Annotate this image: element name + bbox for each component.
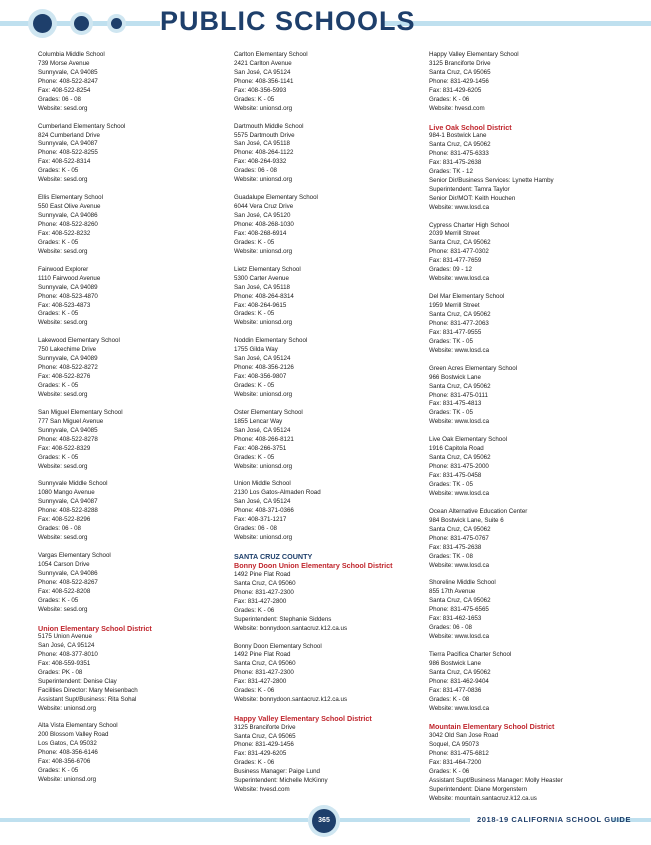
website-line: Website: bonnydoon.santacruz.k12.ca.us bbox=[234, 696, 348, 704]
entry-line: 6044 Vera Cruz Drive bbox=[234, 203, 294, 211]
entry-line: Sunnyvale, CA 94085 bbox=[38, 426, 98, 434]
entry-line: Assistant Supt/Business: Rita Sohal bbox=[38, 695, 137, 703]
entry-line: Los Gatos, CA 95032 bbox=[38, 740, 97, 748]
grades-line: Grades: K - 05 bbox=[234, 382, 275, 390]
entry-line: Superintendent: Tamra Taylor bbox=[429, 185, 510, 193]
school-entry bbox=[234, 409, 414, 472]
phone-line: Phone: 408-356-1141 bbox=[234, 77, 294, 85]
grades-line: Grades: K - 06 bbox=[429, 767, 470, 775]
grades-line: Grades: K - 05 bbox=[234, 310, 275, 318]
school-entry bbox=[429, 436, 609, 499]
school-name: Ellis Elementary School bbox=[38, 194, 103, 202]
entry-line: Sunnyvale, CA 94089 bbox=[38, 283, 98, 291]
guide-title: 2018-19 CALIFORNIA SCHOOL GUIDE bbox=[477, 815, 632, 824]
fax-line: Fax: 831-477-9555 bbox=[429, 328, 482, 336]
header-dot-3 bbox=[111, 18, 122, 29]
entry-line: Sunnyvale, CA 94086 bbox=[38, 569, 98, 577]
website-line: Website: hvesd.com bbox=[429, 104, 485, 112]
school-name: Live Oak Elementary School bbox=[429, 436, 508, 444]
grades-line: Grades: K - 05 bbox=[38, 767, 79, 775]
page-title: PUBLIC SCHOOLS bbox=[160, 6, 416, 36]
phone-line: Phone: 408-522-8278 bbox=[38, 435, 98, 443]
website-line: Website: bonnydoon.santacruz.k12.ca.us bbox=[234, 624, 348, 632]
school-entry bbox=[429, 651, 609, 714]
fax-line: Fax: 408-522-8208 bbox=[38, 587, 91, 595]
entry-line: Facilities Director: Mary Meisenbach bbox=[38, 686, 138, 694]
school-name: Sunnyvale Middle School bbox=[38, 480, 108, 488]
fax-line: Fax: 408-522-8276 bbox=[38, 373, 91, 381]
website-line: Website: www.losd.ca bbox=[429, 561, 490, 569]
school-entry bbox=[234, 51, 414, 114]
district-heading: Bonny Doon Union Elementary School District bbox=[234, 561, 393, 571]
fax-line: Fax: 408-266-3751 bbox=[234, 444, 287, 452]
website-line: Website: hvesd.com bbox=[234, 786, 290, 794]
entry-line: Santa Cruz, CA 95062 bbox=[429, 668, 491, 676]
website-line: Website: sesd.org bbox=[38, 534, 88, 542]
grades-line: Grades: K - 08 bbox=[429, 695, 470, 703]
phone-line: Phone: 831-475-0111 bbox=[429, 391, 488, 399]
phone-line: Phone: 831-475-6565 bbox=[429, 606, 489, 614]
grades-line: Grades: K - 05 bbox=[234, 238, 275, 246]
entry-line: Superintendent: Stephanie Siddens bbox=[234, 615, 332, 623]
entry-line: Superintendent: Diane Morgenstern bbox=[429, 785, 528, 793]
entry-line: 5175 Union Avenue bbox=[38, 633, 92, 640]
phone-line: Phone: 408-522-8255 bbox=[38, 149, 98, 157]
school-name: San Miguel Elementary School bbox=[38, 408, 123, 416]
grades-line: Grades: K - 05 bbox=[234, 453, 275, 461]
district-heading: Happy Valley Elementary School District bbox=[234, 714, 372, 724]
school-name: Union Middle School bbox=[234, 480, 291, 488]
entry-line: 1959 Merrill Street bbox=[429, 302, 480, 310]
entry-line: Santa Cruz, CA 95062 bbox=[429, 454, 491, 462]
fax-line: Fax: 831-427-2800 bbox=[234, 678, 287, 686]
entry-line: 1080 Mango Avenue bbox=[38, 489, 95, 497]
entry-line: Santa Cruz, CA 95062 bbox=[429, 525, 491, 533]
school-name: Fairwood Explorer bbox=[38, 265, 89, 273]
grades-line: Grades: TK - 05 bbox=[429, 480, 473, 488]
website-line: Website: unionsd.org bbox=[234, 176, 293, 184]
fax-line: Fax: 831-477-7659 bbox=[429, 257, 482, 265]
entry-line: San José, CA 95124 bbox=[234, 498, 291, 506]
school-name: Columbia Middle School bbox=[38, 51, 105, 58]
school-entry bbox=[234, 643, 414, 706]
school-name: Happy Valley Elementary School bbox=[429, 51, 519, 58]
entry-line: Superintendent: Denise Clay bbox=[38, 677, 117, 685]
school-name: Guadalupe Elementary School bbox=[234, 194, 318, 202]
entry-line: 3125 Branciforte Drive bbox=[234, 723, 296, 731]
phone-line: Phone: 831-477-0302 bbox=[429, 248, 489, 256]
phone-line: Phone: 831-475-6812 bbox=[429, 749, 489, 757]
website-line: Website: mountain.santacruz.k12.ca.us bbox=[429, 794, 537, 802]
website-line: Website: unionsd.org bbox=[234, 462, 293, 470]
district-heading: Mountain Elementary School District bbox=[429, 722, 555, 732]
fax-line: Fax: 408-356-6706 bbox=[38, 758, 91, 766]
footer-rule-mid bbox=[340, 818, 470, 822]
school-name: Lakewood Elementary School bbox=[38, 337, 120, 345]
entry-line: 1855 Lencar Way bbox=[234, 417, 283, 425]
website-line: Website: sesd.org bbox=[38, 390, 88, 398]
website-line: Website: www.losd.ca bbox=[429, 418, 490, 426]
school-entry bbox=[234, 123, 414, 186]
fax-line: Fax: 831-475-0458 bbox=[429, 472, 482, 480]
school-entry bbox=[429, 732, 609, 804]
school-entry bbox=[234, 724, 414, 796]
school-entry bbox=[38, 409, 218, 472]
phone-line: Phone: 408-522-8272 bbox=[38, 364, 98, 372]
website-line: Website: www.losd.ca bbox=[429, 203, 490, 211]
phone-line: Phone: 408-356-6146 bbox=[38, 749, 98, 757]
website-line: Website: sesd.org bbox=[38, 319, 88, 327]
school-name: Ocean Alternative Education Center bbox=[429, 507, 528, 515]
entry-line: Soquel, CA 95073 bbox=[429, 740, 479, 748]
entry-line: San José, CA 95124 bbox=[234, 68, 291, 76]
school-entry bbox=[38, 722, 218, 785]
grades-line: Grades: K - 06 bbox=[234, 687, 275, 695]
school-entry bbox=[234, 337, 414, 400]
grades-line: Grades: 09 - 12 bbox=[429, 266, 472, 274]
entry-line: Sunnyvale, CA 94086 bbox=[38, 212, 98, 220]
entry-line: Santa Cruz, CA 95062 bbox=[429, 239, 491, 247]
grades-line: Grades: K - 06 bbox=[429, 95, 470, 103]
directory-column-3 bbox=[429, 51, 609, 812]
phone-line: Phone: 408-356-2126 bbox=[234, 364, 294, 372]
school-name: Tierra Pacifica Charter School bbox=[429, 650, 512, 658]
fax-line: Fax: 831-477-0836 bbox=[429, 686, 482, 694]
fax-line: Fax: 408-268-6914 bbox=[234, 229, 287, 237]
school-name: Shoreline Middle School bbox=[429, 579, 496, 587]
grades-line: Grades: K - 06 bbox=[234, 606, 275, 614]
entry-line: Santa Cruz, CA 95062 bbox=[429, 311, 491, 318]
entry-line: Santa Cruz, CA 95065 bbox=[429, 68, 491, 76]
school-name: Lietz Elementary School bbox=[234, 265, 301, 273]
directory-column-1 bbox=[38, 51, 218, 794]
entry-line: San José, CA 95118 bbox=[234, 283, 290, 291]
entry-line: 1916 Capitola Road bbox=[429, 445, 484, 453]
grades-line: Grades: 06 - 08 bbox=[429, 624, 472, 632]
phone-line: Phone: 831-462-9404 bbox=[429, 677, 489, 685]
entry-line: Santa Cruz, CA 95062 bbox=[429, 382, 491, 390]
page-number: 365 bbox=[312, 809, 336, 833]
fax-line: Fax: 831-475-2638 bbox=[429, 158, 482, 166]
school-entry bbox=[38, 194, 218, 257]
grades-line: Grades: PK - 08 bbox=[38, 668, 83, 676]
fax-line: Fax: 831-475-4813 bbox=[429, 400, 482, 408]
phone-line: Phone: 831-475-2000 bbox=[429, 463, 489, 471]
phone-line: Phone: 408-268-1030 bbox=[234, 220, 294, 228]
entry-line: Assistant Supt/Business Manager: Molly Heaster bbox=[429, 776, 563, 784]
entry-line: San José, CA 95124 bbox=[38, 641, 95, 649]
entry-line: 1110 Fairwood Avenue bbox=[38, 274, 101, 282]
entry-line: 3125 Branciforte Drive bbox=[429, 59, 491, 67]
fax-line: Fax: 408-371-1217 bbox=[234, 516, 287, 524]
website-line: Website: unionsd.org bbox=[234, 319, 293, 327]
phone-line: Phone: 831-427-2300 bbox=[234, 588, 294, 596]
grades-line: Grades: 06 - 08 bbox=[38, 95, 81, 103]
website-line: Website: sesd.org bbox=[38, 176, 88, 184]
fax-line: Fax: 831-429-6205 bbox=[234, 750, 287, 758]
directory-column-2 bbox=[234, 51, 414, 804]
school-entry bbox=[429, 293, 609, 356]
phone-line: Phone: 408-523-4870 bbox=[38, 292, 98, 300]
website-line: Website: www.losd.ca bbox=[429, 275, 490, 283]
school-entry bbox=[38, 480, 218, 543]
fax-line: Fax: 408-522-8329 bbox=[38, 444, 91, 452]
school-entry bbox=[234, 266, 414, 329]
school-name: Alta Vista Elementary School bbox=[38, 722, 118, 730]
school-entry bbox=[38, 123, 218, 186]
school-entry bbox=[38, 633, 218, 714]
entry-line: San José, CA 95124 bbox=[234, 355, 291, 363]
school-name: Del Mar Elementary School bbox=[429, 293, 505, 301]
entry-line: San José, CA 95124 bbox=[234, 426, 291, 434]
grades-line: Grades: K - 06 bbox=[234, 759, 275, 767]
fax-line: Fax: 408-356-5993 bbox=[234, 86, 287, 94]
grades-line: Grades: TK - 05 bbox=[429, 337, 473, 345]
grades-line: Grades: K - 05 bbox=[38, 382, 79, 390]
school-entry bbox=[38, 337, 218, 400]
fax-line: Fax: 408-356-9807 bbox=[234, 373, 287, 381]
website-line: Website: unionsd.org bbox=[38, 776, 97, 784]
phone-line: Phone: 408-371-0366 bbox=[234, 507, 294, 515]
school-name: Green Acres Elementary School bbox=[429, 364, 518, 372]
entry-line: 2421 Carlton Avenue bbox=[234, 59, 292, 67]
grades-line: Grades: K - 05 bbox=[38, 238, 79, 246]
district-heading: Union Elementary School District bbox=[38, 623, 152, 633]
entry-line: 739 Morse Avenue bbox=[38, 59, 90, 67]
phone-line: Phone: 408-266-8121 bbox=[234, 435, 294, 443]
website-line: Website: www.losd.ca bbox=[429, 633, 490, 641]
website-line: Website: sesd.org bbox=[38, 104, 88, 112]
school-entry bbox=[234, 194, 414, 257]
grades-line: Grades: TK - 12 bbox=[429, 167, 473, 175]
entry-line: 2130 Los Gatos-Almaden Road bbox=[234, 489, 321, 497]
phone-line: Phone: 831-475-0767 bbox=[429, 534, 489, 542]
school-entry bbox=[38, 552, 218, 615]
entry-line: Santa Cruz, CA 95060 bbox=[234, 660, 296, 668]
entry-line: Sunnyvale, CA 94085 bbox=[38, 68, 98, 76]
school-entry bbox=[429, 508, 609, 571]
grades-line: Grades: 06 - 08 bbox=[234, 167, 277, 175]
entry-line: 200 Blossom Valley Road bbox=[38, 731, 109, 739]
fax-line: Fax: 831-429-6205 bbox=[429, 86, 482, 94]
school-name: Carlton Elementary School bbox=[234, 51, 308, 58]
grades-line: Grades: K - 05 bbox=[234, 95, 275, 103]
entry-line: 5575 Dartmouth Drive bbox=[234, 131, 295, 139]
phone-line: Phone: 831-427-2300 bbox=[234, 669, 294, 677]
grades-line: Grades: TK - 05 bbox=[429, 409, 473, 417]
phone-line: Phone: 831-477-2063 bbox=[429, 319, 489, 327]
school-name: Cumberland Elementary School bbox=[38, 122, 126, 130]
phone-line: Phone: 408-522-8260 bbox=[38, 220, 98, 228]
school-entry bbox=[429, 222, 609, 285]
fax-line: Fax: 408-522-8232 bbox=[38, 229, 91, 237]
fax-line: Fax: 408-522-8254 bbox=[38, 86, 91, 94]
entry-line: 855 17th Avenue bbox=[429, 588, 476, 596]
website-line: Website: sesd.org bbox=[38, 605, 88, 613]
website-line: Website: sesd.org bbox=[38, 247, 88, 255]
fax-line: Fax: 408-522-8296 bbox=[38, 516, 91, 524]
website-line: Website: unionsd.org bbox=[234, 104, 293, 112]
website-line: Website: unionsd.org bbox=[234, 534, 293, 542]
phone-line: Phone: 408-522-8288 bbox=[38, 507, 98, 515]
fax-line: Fax: 408-523-4873 bbox=[38, 301, 91, 309]
grades-line: Grades: K - 05 bbox=[38, 167, 79, 175]
entry-line: Santa Cruz, CA 95062 bbox=[429, 597, 491, 605]
entry-line: 3042 Old San Jose Road bbox=[429, 731, 499, 739]
entry-line: 750 Lakechime Drive bbox=[38, 346, 97, 354]
entry-line: Sunnyvale, CA 94089 bbox=[38, 355, 98, 363]
school-entry bbox=[234, 480, 414, 543]
entry-line: 550 East Olive Avenue bbox=[38, 203, 101, 211]
footer-rule-left bbox=[0, 818, 308, 822]
fax-line: Fax: 408-559-9351 bbox=[38, 659, 91, 667]
school-entry bbox=[234, 571, 414, 634]
entry-line: Sunnyvale, CA 94087 bbox=[38, 140, 98, 148]
school-entry bbox=[429, 132, 609, 213]
entry-line: 966 Bostwick Lane bbox=[429, 373, 481, 381]
fax-line: Fax: 408-522-8314 bbox=[38, 158, 91, 166]
fax-line: Fax: 831-427-2800 bbox=[234, 597, 287, 605]
fax-line: Fax: 408-264-9332 bbox=[234, 158, 287, 166]
fax-line: Fax: 831-464-7200 bbox=[429, 758, 482, 766]
website-line: Website: www.losd.ca bbox=[429, 704, 490, 712]
fax-line: Fax: 831-475-2638 bbox=[429, 543, 482, 551]
phone-line: Phone: 408-264-1122 bbox=[234, 149, 294, 157]
website-line: Website: sesd.org bbox=[38, 462, 88, 470]
entry-line: Sunnyvale, CA 94087 bbox=[38, 498, 98, 506]
school-name: Cypress Charter High School bbox=[429, 221, 510, 229]
phone-line: Phone: 408-264-8314 bbox=[234, 292, 294, 300]
website-line: Website: unionsd.org bbox=[38, 704, 97, 712]
entry-line: 5300 Carter Avenue bbox=[234, 274, 289, 282]
grades-line: Grades: 06 - 08 bbox=[38, 525, 81, 533]
grades-line: Grades: K - 05 bbox=[38, 310, 79, 318]
entry-line: 824 Cumberland Drive bbox=[38, 131, 100, 139]
school-entry bbox=[38, 266, 218, 329]
entry-line: Senior Dir/MOT: Keith Houchen bbox=[429, 194, 516, 202]
website-line: Website: unionsd.org bbox=[234, 390, 293, 398]
entry-line: Santa Cruz, CA 95060 bbox=[234, 579, 296, 587]
phone-line: Phone: 831-475-6333 bbox=[429, 149, 489, 157]
entry-line: Business Manager: Paige Lund bbox=[234, 768, 320, 776]
entry-line: 1492 Pine Flat Road bbox=[234, 651, 291, 659]
entry-line: San José, CA 95120 bbox=[234, 212, 291, 220]
phone-line: Phone: 408-522-8247 bbox=[38, 77, 98, 85]
entry-line: 984 Bostwick Lane, Suite 6 bbox=[429, 516, 504, 524]
grades-line: Grades: K - 05 bbox=[38, 596, 79, 604]
school-entry bbox=[429, 579, 609, 642]
entry-line: 1755 Gilda Way bbox=[234, 346, 278, 354]
school-name: Bonny Doon Elementary School bbox=[234, 642, 322, 650]
phone-line: Phone: 831-429-1456 bbox=[234, 741, 294, 749]
website-line: Website: www.losd.ca bbox=[429, 346, 490, 354]
grades-line: Grades: TK - 08 bbox=[429, 552, 473, 560]
website-line: Website: unionsd.org bbox=[234, 247, 293, 255]
phone-line: Phone: 408-522-8267 bbox=[38, 578, 98, 586]
entry-line: 1054 Carson Drive bbox=[38, 560, 90, 568]
district-heading: Live Oak School District bbox=[429, 122, 512, 132]
school-entry bbox=[38, 51, 218, 114]
entry-line: Superintendent: Michelle McKinny bbox=[234, 777, 328, 785]
school-name: Vargas Elementary School bbox=[38, 551, 111, 559]
fax-line: Fax: 408-264-9615 bbox=[234, 301, 287, 309]
entry-line: 2039 Merrill Street bbox=[429, 230, 480, 238]
entry-line: 986 Bostwick Lane bbox=[429, 659, 481, 667]
grades-line: Grades: 06 - 08 bbox=[234, 525, 277, 533]
school-name: Dartmouth Middle School bbox=[234, 122, 304, 130]
entry-line: San José, CA 95118 bbox=[234, 140, 290, 148]
entry-line: 1492 Pine Flat Road bbox=[234, 570, 291, 578]
header-dot-1 bbox=[33, 14, 52, 33]
school-entry bbox=[429, 365, 609, 428]
entry-line: 777 San Miguel Avenue bbox=[38, 417, 104, 425]
school-name: Noddin Elementary School bbox=[234, 337, 308, 345]
county-heading: SANTA CRUZ COUNTY bbox=[234, 551, 313, 561]
phone-line: Phone: 831-429-1456 bbox=[429, 77, 489, 85]
grades-line: Grades: K - 05 bbox=[38, 453, 79, 461]
header-rule-right bbox=[383, 21, 651, 26]
header-dot-2 bbox=[74, 16, 89, 31]
entry-line: Santa Cruz, CA 95065 bbox=[234, 732, 296, 740]
school-name: Oster Elementary School bbox=[234, 408, 303, 416]
phone-line: Phone: 408-377-8010 bbox=[38, 650, 98, 658]
fax-line: Fax: 831-462-1653 bbox=[429, 615, 482, 623]
website-line: Website: www.losd.ca bbox=[429, 489, 490, 497]
entry-line: Senior Dir/Business Services: Lynette Hamby bbox=[429, 176, 554, 184]
entry-line: 984-1 Bostwick Lane bbox=[429, 132, 487, 140]
entry-line: Santa Cruz, CA 95062 bbox=[429, 141, 491, 149]
school-entry bbox=[429, 51, 609, 114]
